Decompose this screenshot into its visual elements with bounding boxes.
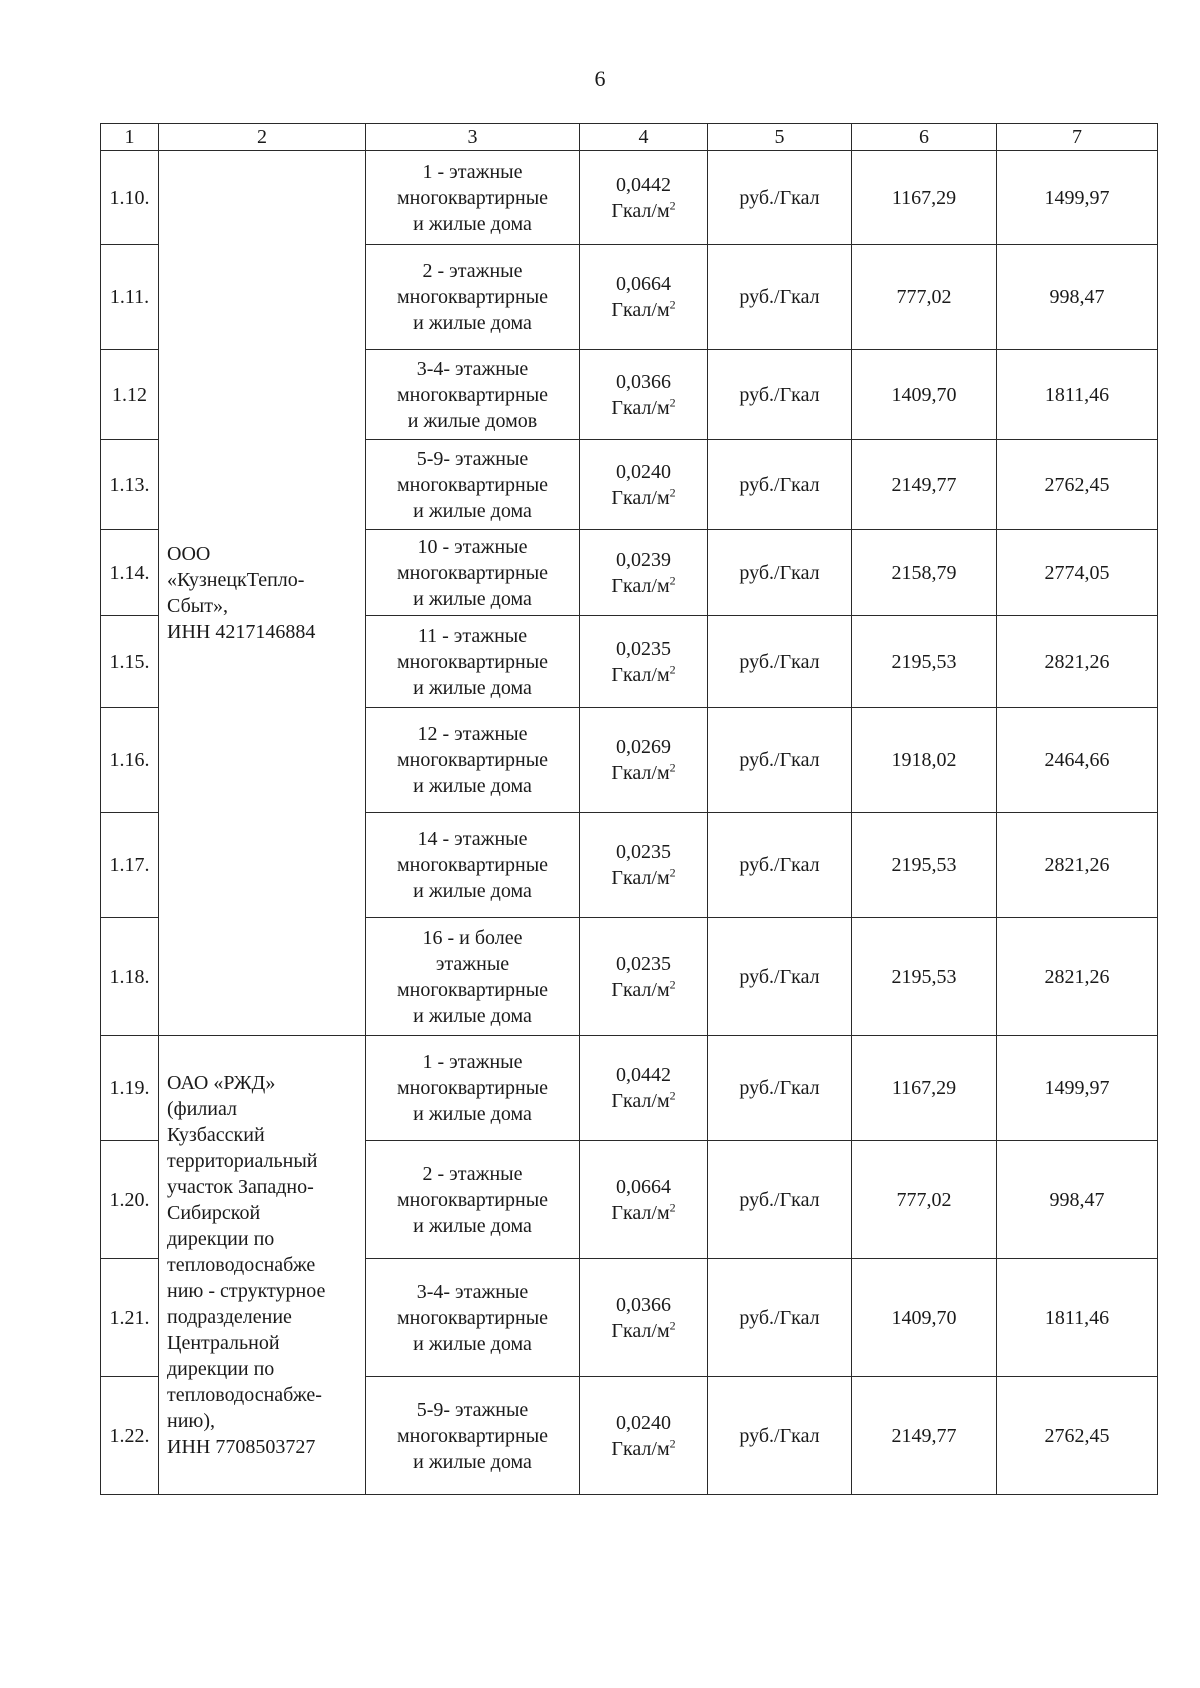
norm-unit: Гкал/м (611, 978, 670, 1001)
building-type-line: многоквартирные (396, 854, 549, 876)
unit-cell: руб./Гкал (708, 918, 852, 1036)
norm-unit: Гкал/м (611, 762, 670, 784)
building-type-cell (366, 708, 580, 813)
norm-value: 0,0235 (616, 637, 671, 660)
organization-line: ИНН 7708503727 (167, 1436, 316, 1458)
building-type-line: многоквартирные (396, 650, 549, 673)
norm-unit-line (580, 485, 707, 511)
unit-cell: руб./Гкал (708, 530, 852, 616)
norm-value: 0,0366 (616, 1293, 671, 1316)
building-type-line: 1 - этажные (422, 1051, 523, 1073)
organization-line: дирекции по (167, 1228, 275, 1250)
norm-unit-line (580, 297, 707, 323)
organization-cell (159, 151, 366, 1036)
norm-value: 0,0366 (616, 370, 671, 393)
building-type-cell (366, 151, 580, 245)
organization-line: территориальный (167, 1150, 318, 1172)
building-type-line: многоквартирные (396, 1306, 549, 1329)
tariff-value-6: 1409,70 (852, 1259, 997, 1377)
norm-unit-line (580, 760, 707, 786)
unit-cell: руб./Гкал (708, 813, 852, 918)
norm-unit-line (580, 198, 707, 224)
norm-value: 0,0269 (616, 736, 671, 758)
tariff-value-6: 2195,53 (852, 616, 997, 708)
tariff-value-7: 2762,45 (997, 1377, 1158, 1495)
tariff-table (100, 123, 1158, 1495)
unit-cell: руб./Гкал (708, 350, 852, 440)
norm-unit-line (580, 1200, 707, 1226)
norm-value: 0,0664 (616, 273, 671, 295)
building-type-line: 3-4- этажные (416, 1280, 529, 1303)
norm-unit: Гкал/м (611, 486, 670, 509)
building-type-line: 2 - этажные (422, 1162, 523, 1185)
building-type-line: и жилые дома (413, 775, 532, 797)
norm-unit-line (580, 662, 707, 688)
header-cell: 5 (708, 124, 852, 151)
norm-cell (580, 440, 708, 530)
building-type-line: и жилые дома (413, 312, 532, 334)
norm-cell (580, 708, 708, 813)
organization-line: нию), (167, 1410, 216, 1432)
tariff-value-6: 1167,29 (852, 151, 997, 245)
organization-line: подразделение (167, 1306, 292, 1328)
building-type-line: многоквартирные (396, 978, 549, 1001)
building-type-cell (366, 350, 580, 440)
row-number: 1.21. (101, 1259, 159, 1377)
building-type-cell (366, 1377, 580, 1495)
square-superscript: 2 (669, 394, 676, 409)
header-cell: 3 (366, 124, 580, 151)
building-type-line: и жилые домов (407, 409, 538, 432)
header-cell: 2 (159, 124, 366, 151)
building-type-line: многоквартирные (396, 1077, 549, 1099)
building-type-line: и жилые дома (413, 1332, 532, 1355)
norm-unit-line (580, 1436, 707, 1462)
norm-unit: Гкал/м (611, 396, 670, 419)
tariff-value-7: 2774,05 (997, 530, 1158, 616)
tariff-value-6: 777,02 (852, 1141, 997, 1259)
building-type-cell (366, 1259, 580, 1377)
row-number: 1.14. (101, 530, 159, 616)
norm-value: 0,0235 (616, 841, 671, 863)
building-type-line: 5-9- этажные (416, 1398, 529, 1421)
norm-cell (580, 1377, 708, 1495)
tariff-value-7: 2821,26 (997, 616, 1158, 708)
building-type-cell (366, 616, 580, 708)
building-type-line: 12 - этажные (417, 723, 528, 745)
building-type-line: и жилые дома (413, 1450, 532, 1473)
norm-value: 0,0240 (616, 460, 671, 483)
norm-unit: Гкал/м (611, 299, 670, 321)
building-type-line: этажные (435, 952, 510, 975)
tariff-value-6: 1918,02 (852, 708, 997, 813)
tariff-value-6: 1409,70 (852, 350, 997, 440)
organization-line: Сбыт», (167, 595, 228, 617)
norm-unit-line (580, 1088, 707, 1114)
organization-line: тепловодоснабже- (167, 1384, 322, 1406)
norm-cell (580, 530, 708, 616)
organization-line: ООО (167, 543, 211, 565)
row-number: 1.20. (101, 1141, 159, 1259)
tariff-value-6: 2195,53 (852, 813, 997, 918)
norm-cell (580, 350, 708, 440)
norm-unit: Гкал/м (611, 199, 670, 222)
building-type-line: 14 - этажные (417, 828, 528, 850)
header-cell: 6 (852, 124, 997, 151)
row-number: 1.12 (101, 350, 159, 440)
tariff-value-7: 2762,45 (997, 440, 1158, 530)
norm-value: 0,0240 (616, 1411, 671, 1434)
square-superscript: 2 (669, 661, 676, 676)
tariff-value-6: 2158,79 (852, 530, 997, 616)
tariff-value-6: 777,02 (852, 245, 997, 350)
tariff-value-6: 1167,29 (852, 1036, 997, 1141)
norm-cell (580, 918, 708, 1036)
tariff-value-7: 1499,97 (997, 151, 1158, 245)
building-type-line: и жилые дома (413, 212, 532, 235)
square-superscript: 2 (669, 1199, 676, 1214)
norm-unit-line (580, 395, 707, 421)
building-type-line: и жилые дома (413, 676, 532, 699)
building-type-cell (366, 1141, 580, 1259)
organization-line: (филиал (167, 1098, 238, 1120)
norm-cell (580, 616, 708, 708)
building-type-line: и жилые дома (413, 1214, 532, 1237)
tariff-value-7: 998,47 (997, 1141, 1158, 1259)
building-type-line: и жилые дома (413, 1004, 532, 1027)
building-type-line: многоквартирные (396, 186, 549, 209)
norm-cell (580, 1036, 708, 1141)
building-type-line: многоквартирные (396, 1424, 549, 1447)
row-number: 1.22. (101, 1377, 159, 1495)
building-type-line: и жилые дома (413, 1103, 532, 1125)
norm-unit: Гкал/м (611, 1319, 670, 1342)
building-type-line: многоквартирные (396, 286, 549, 308)
row-number: 1.19. (101, 1036, 159, 1141)
row-number: 1.15. (101, 616, 159, 708)
page-number: 6 (594, 66, 606, 91)
tariff-value-7: 2821,26 (997, 918, 1158, 1036)
building-type-line: 10 - этажные (417, 535, 528, 558)
norm-cell (580, 1259, 708, 1377)
building-type-line: многоквартирные (396, 1188, 549, 1211)
square-superscript: 2 (669, 1317, 676, 1332)
table-row (101, 151, 1158, 245)
square-superscript: 2 (669, 865, 676, 880)
building-type-line: 3-4- этажные (416, 357, 529, 380)
norm-cell (580, 1141, 708, 1259)
norm-unit: Гкал/м (611, 1090, 670, 1112)
tariff-value-7: 1811,46 (997, 1259, 1158, 1377)
building-type-cell (366, 245, 580, 350)
row-number: 1.13. (101, 440, 159, 530)
unit-cell: руб./Гкал (708, 616, 852, 708)
square-superscript: 2 (669, 197, 676, 212)
square-superscript: 2 (669, 572, 676, 587)
norm-unit-line (580, 977, 707, 1003)
building-type-cell (366, 1036, 580, 1141)
unit-cell: руб./Гкал (708, 1377, 852, 1495)
norm-unit-line (580, 865, 707, 891)
unit-cell: руб./Гкал (708, 440, 852, 530)
square-superscript: 2 (669, 484, 676, 499)
tariff-value-7: 1811,46 (997, 350, 1158, 440)
building-type-line: многоквартирные (396, 749, 549, 771)
norm-value: 0,0664 (616, 1175, 671, 1198)
row-number: 1.10. (101, 151, 159, 245)
organization-line: дирекции по (167, 1358, 275, 1380)
building-type-line: 2 - этажные (422, 260, 523, 282)
row-number: 1.18. (101, 918, 159, 1036)
building-type-line: многоквартирные (396, 473, 549, 496)
building-type-line: 1 - этажные (422, 160, 523, 183)
tariff-value-6: 2195,53 (852, 918, 997, 1036)
norm-value: 0,0239 (616, 548, 671, 571)
organization-line: Центральной (167, 1332, 280, 1354)
square-superscript: 2 (669, 760, 676, 775)
building-type-line: и жилые дома (413, 499, 532, 522)
square-superscript: 2 (669, 1088, 676, 1103)
building-type-line: 16 - и более (422, 926, 523, 949)
norm-unit: Гкал/м (611, 663, 670, 686)
norm-value: 0,0235 (616, 952, 671, 975)
norm-unit-line (580, 573, 707, 599)
organization-cell (159, 1036, 366, 1495)
tariff-value-7: 1499,97 (997, 1036, 1158, 1141)
header-cell: 4 (580, 124, 708, 151)
tariff-value-7: 2464,66 (997, 708, 1158, 813)
header-cell: 7 (997, 124, 1158, 151)
organization-line: Сибирской (167, 1202, 261, 1224)
building-type-line: и жилые дома (413, 587, 532, 610)
building-type-cell (366, 530, 580, 616)
header-row (101, 124, 1158, 151)
norm-unit: Гкал/м (611, 867, 670, 889)
organization-line: Кузбасский (167, 1124, 265, 1146)
tariff-value-6: 2149,77 (852, 1377, 997, 1495)
row-number: 1.16. (101, 708, 159, 813)
square-superscript: 2 (669, 976, 676, 991)
organization-line: нию - структурное (167, 1280, 326, 1302)
organization-line: «КузнецкТепло- (167, 569, 305, 591)
norm-value: 0,0442 (616, 1064, 671, 1086)
square-superscript: 2 (669, 297, 676, 312)
unit-cell: руб./Гкал (708, 1141, 852, 1259)
building-type-line: многоквартирные (396, 561, 549, 584)
square-superscript: 2 (669, 1435, 676, 1450)
unit-cell: руб./Гкал (708, 245, 852, 350)
building-type-line: многоквартирные (396, 383, 549, 406)
row-number: 1.17. (101, 813, 159, 918)
unit-cell: руб./Гкал (708, 1259, 852, 1377)
building-type-line: 5-9- этажные (416, 447, 529, 470)
organization-line: ОАО «РЖД» (167, 1072, 276, 1094)
unit-cell: руб./Гкал (708, 1036, 852, 1141)
organization-line: ИНН 4217146884 (167, 621, 316, 643)
norm-cell (580, 151, 708, 245)
tariff-value-7: 998,47 (997, 245, 1158, 350)
building-type-cell (366, 813, 580, 918)
building-type-line: и жилые дома (413, 880, 532, 902)
row-number: 1.11. (101, 245, 159, 350)
norm-unit: Гкал/м (611, 1437, 670, 1460)
norm-unit: Гкал/м (611, 1201, 670, 1224)
tariff-value-7: 2821,26 (997, 813, 1158, 918)
norm-cell (580, 245, 708, 350)
unit-cell: руб./Гкал (708, 708, 852, 813)
building-type-line: 11 - этажные (417, 624, 528, 647)
organization-line: участок Западно- (167, 1176, 314, 1198)
norm-cell (580, 813, 708, 918)
unit-cell: руб./Гкал (708, 151, 852, 245)
norm-unit: Гкал/м (611, 574, 670, 597)
tariff-value-6: 2149,77 (852, 440, 997, 530)
building-type-cell (366, 440, 580, 530)
table-row (101, 1036, 1158, 1141)
organization-line: тепловодоснабже (167, 1254, 316, 1276)
header-cell: 1 (101, 124, 159, 151)
norm-value: 0,0442 (616, 173, 671, 196)
building-type-cell (366, 918, 580, 1036)
norm-unit-line (580, 1318, 707, 1344)
